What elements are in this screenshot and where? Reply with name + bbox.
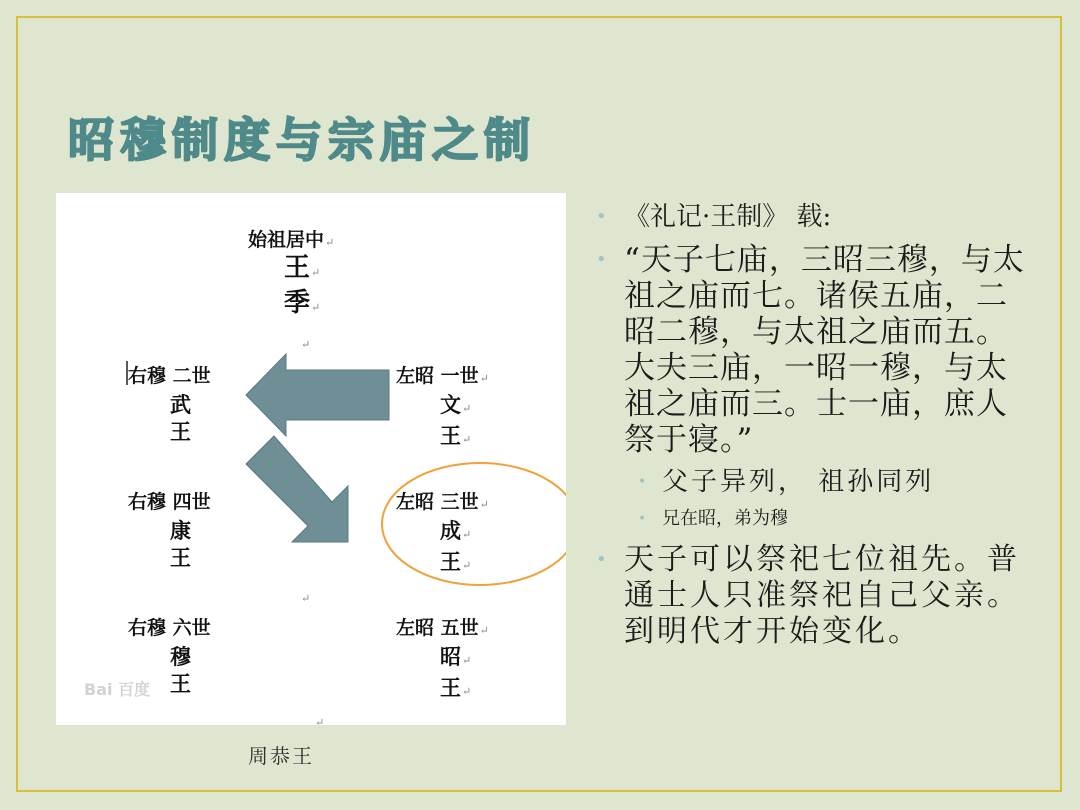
bullet-item: • 《礼记·王制》 载: bbox=[596, 202, 832, 232]
right-2-name: 康 王 bbox=[170, 518, 191, 570]
diagram-caption: 周恭王 bbox=[248, 744, 314, 768]
bullet-item: • 天子可以祭祀七位祖先。普通士人只准祭祀自己父亲。到明代才开始变化。 bbox=[596, 542, 1020, 649]
baidu-watermark: Bai 百度 bbox=[84, 680, 151, 699]
down-right-arrow bbox=[246, 436, 348, 542]
right-1-name: 武 王 bbox=[170, 392, 191, 444]
bullet-dot-icon: • bbox=[638, 474, 650, 490]
right-2-label: 右穆 四世 bbox=[128, 491, 211, 513]
sub-bullet-item: • 父子异列， 祖孙同列 bbox=[594, 464, 1034, 500]
left-arrow bbox=[246, 354, 389, 436]
return-mark: ↵ bbox=[301, 338, 311, 351]
bullet-dot-icon: • bbox=[638, 511, 647, 527]
left-2-name: 成↵ 王↵ bbox=[440, 518, 472, 574]
left-1-name: 文↵ 王↵ bbox=[440, 392, 472, 448]
bullet-dot-icon: • bbox=[596, 549, 610, 570]
highlight-circle bbox=[382, 463, 566, 585]
bullet-item: • “天子七庙，三昭三穆，与太祖之庙而七。诸侯五庙，二昭二穆，与太祖之庙而五。大夫三庙，一昭一穆，与太祖之庙而三。士一庙，庶人祭于寝。” bbox=[596, 242, 1025, 458]
return-mark: ↵ bbox=[301, 592, 311, 605]
right-1-label: 右穆 二世 bbox=[128, 365, 211, 387]
left-3-name: 昭↵ 王↵ bbox=[440, 644, 472, 700]
ancestor-label: 始祖居中↵ bbox=[248, 229, 335, 251]
bullet-dot-icon: • bbox=[596, 249, 608, 270]
return-mark: ↵ bbox=[315, 716, 325, 729]
ancestor-name: 王↵ 季↵ bbox=[284, 253, 321, 318]
slide-title: 昭穆制度与宗庙之制 bbox=[68, 113, 536, 167]
zhaomu-diagram bbox=[56, 193, 566, 729]
left-2-label: 左昭 三世↵ bbox=[396, 491, 489, 513]
bullet-list bbox=[594, 200, 1034, 650]
left-3-label: 左昭 五世↵ bbox=[396, 617, 489, 639]
right-3-name: 穆 王 bbox=[170, 644, 191, 696]
sub-bullet-item: • 兄在昭，弟为穆 bbox=[594, 504, 1034, 534]
bullet-dot-icon: • bbox=[596, 206, 607, 227]
left-1-label: 左昭 一世↵ bbox=[396, 365, 489, 387]
right-3-label: 右穆 六世 bbox=[128, 617, 211, 639]
